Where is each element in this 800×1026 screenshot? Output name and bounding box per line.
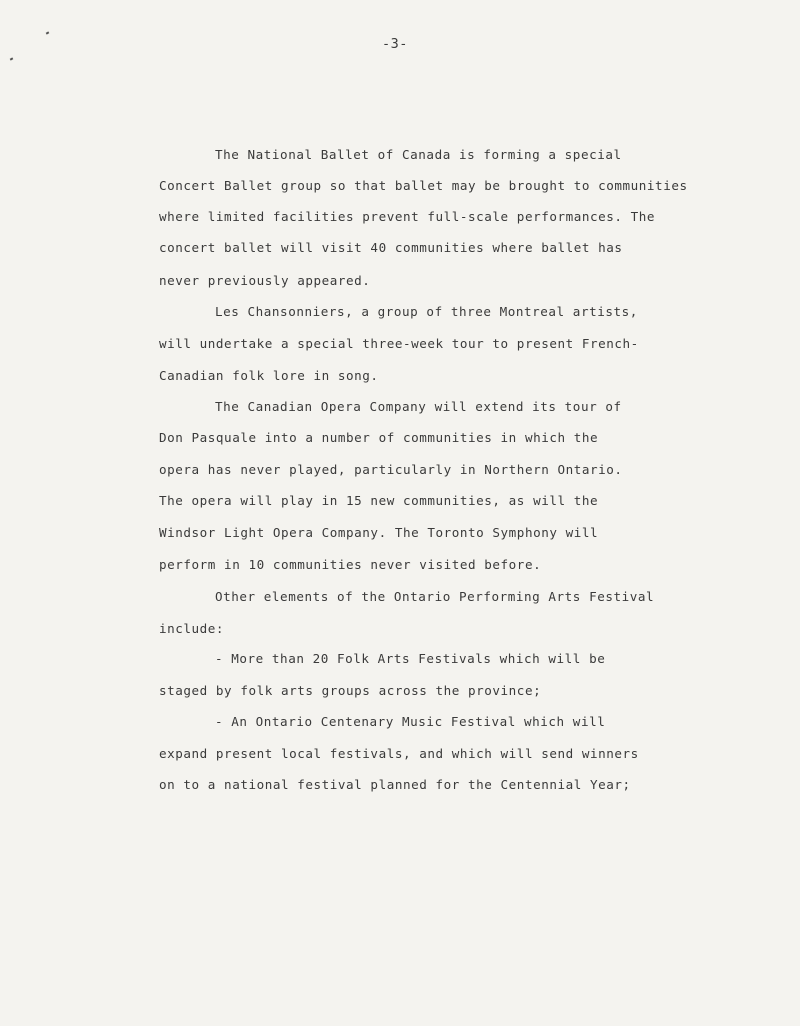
body-line: include:: [159, 621, 225, 636]
body-line: The National Ballet of Canada is forming a special: [215, 147, 622, 162]
body-line: - More than 20 Folk Arts Festivals which will be: [215, 651, 606, 666]
body-line: Canadian folk lore in song.: [159, 368, 379, 383]
body-line: Concert Ballet group so that ballet may be brought to communities: [159, 178, 688, 193]
body-line: Don Pasquale into a number of communities in which the: [159, 430, 599, 445]
body-line: staged by folk arts groups across the province;: [159, 683, 542, 698]
body-line: Les Chansonniers, a group of three Montreal artists,: [215, 304, 638, 319]
body-line: - An Ontario Centenary Music Festival which will: [215, 714, 606, 729]
scan-mark: [10, 57, 14, 60]
body-line: opera has never played, particularly in Northern Ontario.: [159, 462, 623, 477]
body-line: Windsor Light Opera Company. The Toronto Symphony will: [159, 525, 599, 540]
body-line: never previously appeared.: [159, 273, 371, 288]
scan-mark: [46, 31, 50, 34]
body-line: The Canadian Opera Company will extend its tour of: [215, 399, 622, 414]
body-line: where limited facilities prevent full-scale performances. The: [159, 209, 656, 224]
body-line: The opera will play in 15 new communities, as will the: [159, 493, 599, 508]
body-line: perform in 10 communities never visited before.: [159, 557, 542, 572]
body-line: will undertake a special three-week tour to present French-: [159, 336, 639, 351]
page-number: -3-: [382, 36, 408, 52]
body-line: on to a national festival planned for the Centennial Year;: [159, 777, 631, 792]
body-line: Other elements of the Ontario Performing Arts Festival: [215, 589, 655, 604]
body-line: expand present local festivals, and which will send winners: [159, 746, 639, 761]
body-line: concert ballet will visit 40 communities where ballet has: [159, 240, 623, 255]
